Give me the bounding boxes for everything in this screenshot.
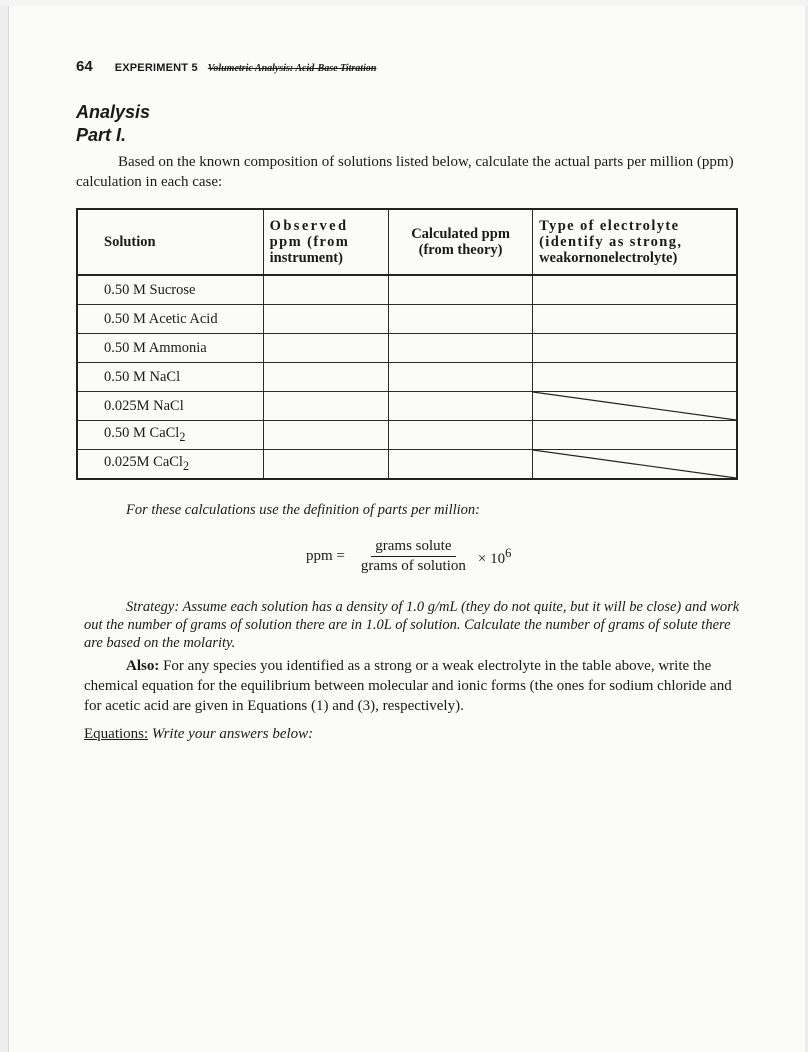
header-observed-line1: Observed — [269, 218, 349, 234]
table-row — [77, 392, 737, 421]
equations-prompt: Write your answers below: — [148, 726, 314, 742]
cross-out-line — [533, 450, 736, 478]
cell-calculated[interactable] — [389, 421, 533, 450]
cell-solution — [77, 363, 263, 392]
table-row — [77, 334, 737, 363]
formula-denominator: grams of solution — [360, 558, 466, 574]
header-calculated-line2: (from theory) — [418, 242, 503, 258]
cell-calculated[interactable] — [389, 275, 533, 305]
solution-name: 0.50 M Acetic Acid — [104, 310, 218, 327]
cell-solution — [77, 305, 263, 334]
solution-name: 0.025M NaCl — [104, 397, 184, 414]
table-header-row — [77, 209, 737, 275]
cell-calculated[interactable] — [389, 305, 533, 334]
ppm-formula — [306, 538, 511, 575]
header-type-line1: Type of electrolyte — [539, 218, 680, 234]
cell-calculated[interactable] — [389, 363, 533, 392]
cell-calculated[interactable] — [389, 450, 533, 480]
cell-solution — [77, 450, 263, 480]
cell-type[interactable] — [533, 305, 737, 334]
cell-calculated[interactable] — [389, 392, 533, 421]
cell-type[interactable] — [533, 421, 737, 450]
header-calculated-line1: Calculated ppm — [411, 226, 510, 242]
strategy-paragraph: Strategy: Assume each solution has a density of 1.0 g/mL (they do not quite, but it will be close) and work out the number of grams of solution there are in 1.0L of solution. Calculate the number of grams of solute there are based on the molarity. — [84, 599, 740, 651]
header-calculated — [389, 209, 533, 275]
cell-solution — [77, 334, 263, 363]
table-row — [77, 450, 737, 480]
header-type-line2: (identify as strong, — [539, 234, 683, 250]
solution-name: 0.50 M NaCl — [104, 368, 181, 385]
formula-fraction — [357, 538, 470, 575]
cell-observed[interactable] — [263, 363, 388, 392]
table-row — [77, 363, 737, 392]
solution-name: 0.50 M Sucrose — [104, 281, 196, 298]
solution-name: 0.025M CaCl — [104, 454, 183, 471]
cell-solution — [77, 275, 263, 305]
table-row — [77, 305, 737, 334]
cell-observed[interactable] — [263, 450, 388, 480]
header-observed-line2: ppm (from — [269, 234, 350, 250]
cell-solution — [77, 392, 263, 421]
part-heading: Part I. — [76, 125, 127, 145]
intro-paragraph: Based on the known composition of solutions listed below, calculate the actual parts per million (ppm) calculation in each case: — [76, 154, 734, 190]
cell-type[interactable] — [533, 363, 737, 392]
cell-observed[interactable] — [263, 392, 388, 421]
also-label: Also: — [126, 658, 160, 674]
cell-observed[interactable] — [263, 334, 388, 363]
page-number: 64 — [76, 58, 93, 75]
cell-type-crossed — [533, 450, 737, 480]
section-heading: Analysis — [76, 102, 151, 122]
header-type-line3: weakornonelectrolyte) — [539, 250, 678, 266]
equations-line — [84, 724, 313, 744]
experiment-label: EXPERIMENT 5 — [114, 62, 198, 74]
solution-subscript: 2 — [179, 429, 186, 444]
formula-exponent: 6 — [505, 545, 512, 560]
cross-out-line — [533, 392, 736, 420]
cross-out-stroke — [533, 450, 736, 478]
running-header — [76, 58, 376, 75]
solution-name: 0.50 M Ammonia — [104, 339, 207, 356]
cell-type[interactable] — [533, 334, 737, 363]
table-body — [77, 275, 737, 479]
also-text: For any species you identified as a strong or a weak electrolyte in the table above, write the chemical equation for the equilibrium between molecular and ionic forms (the ones for sodium chloride and for acetic acid are given in Equations (1) and (3), respectively). — [84, 658, 732, 714]
cell-observed[interactable] — [263, 305, 388, 334]
calc-note: For these calculations use the definition of parts per million: — [126, 502, 481, 518]
cell-solution — [77, 421, 263, 450]
header-observed — [263, 209, 388, 275]
formula-numerator: grams solute — [371, 538, 455, 557]
table-row — [77, 421, 737, 450]
cell-type-crossed — [533, 392, 737, 421]
formula-multiplier-base: × 10 — [477, 550, 506, 567]
struck-title: Volumetric Analysis: Acid-Base Titration — [207, 63, 377, 74]
cell-observed[interactable] — [263, 421, 388, 450]
cell-calculated[interactable] — [389, 334, 533, 363]
header-type — [533, 209, 737, 275]
solution-subscript: 2 — [182, 458, 189, 473]
cell-observed[interactable] — [263, 275, 388, 305]
formula-multiplier — [478, 546, 511, 568]
header-solution: Solution — [77, 209, 263, 275]
also-paragraph — [84, 656, 740, 716]
header-observed-line3: instrument) — [269, 250, 343, 266]
solution-name: 0.50 M CaCl — [104, 425, 180, 442]
cross-out-stroke — [533, 392, 736, 420]
formula-lhs: ppm = — [306, 548, 345, 564]
solutions-table — [76, 208, 738, 480]
cell-type[interactable] — [533, 275, 737, 305]
table-row — [77, 275, 737, 305]
equations-label: Equations: — [84, 726, 149, 742]
